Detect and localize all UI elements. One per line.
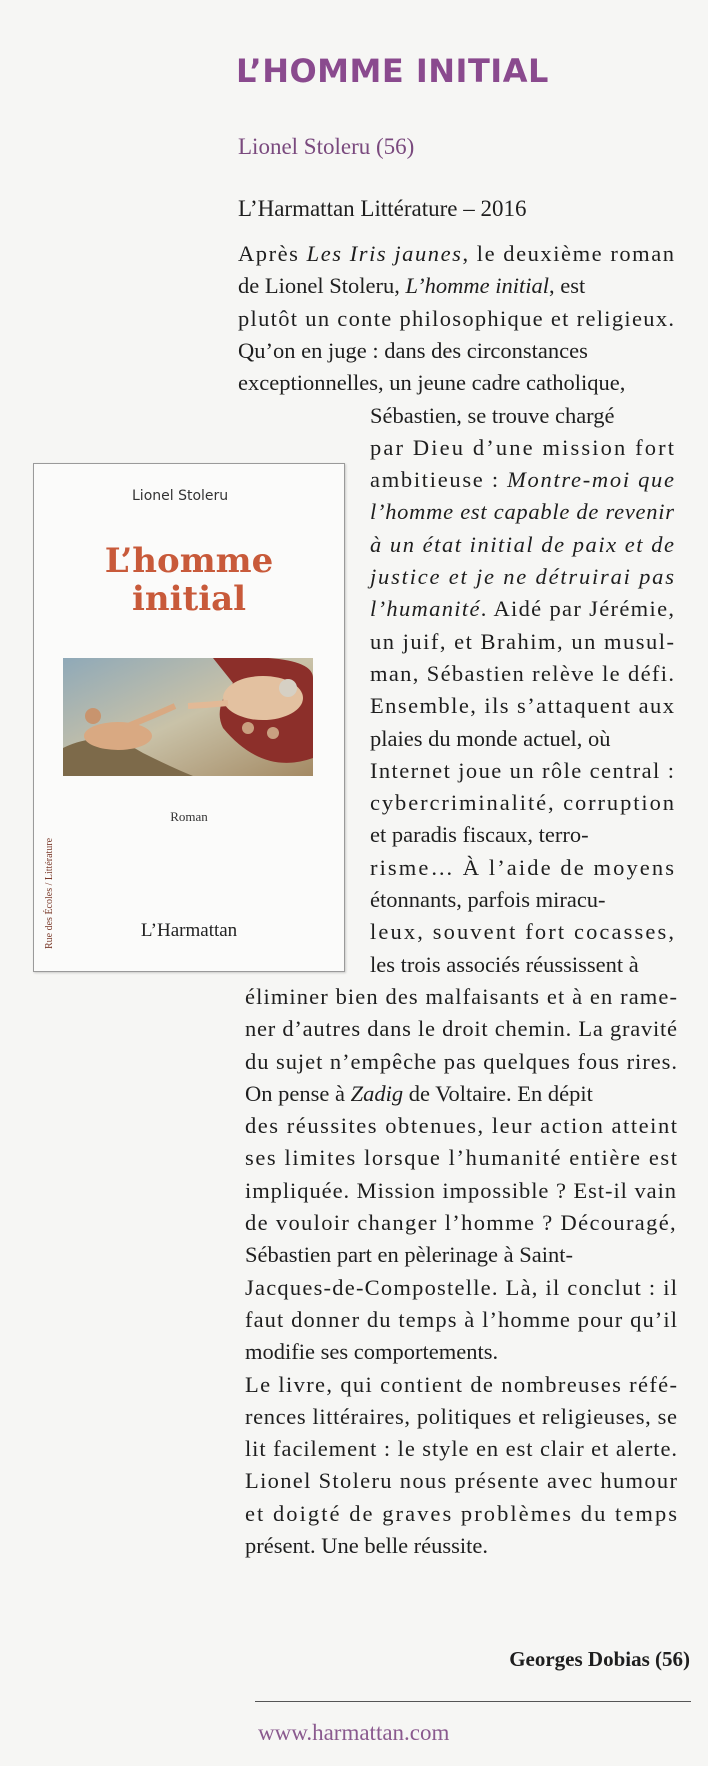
body-line: éliminer bien des malfaisants et à en rame- [245,983,679,1009]
body-line: Jacques-de-Compostelle. Là, il conclut : il [245,1274,679,1300]
cover-genre: Roman [170,809,208,824]
review-title: L’HOMME INITIAL [236,52,549,90]
body-line: l’humanité. Aidé par Jérémie, [370,596,676,622]
review-publisher: L’Harmattan Littérature – 2016 [238,196,527,221]
body-line: ner d’autres dans le droit chemin. La gravité [245,1016,678,1042]
body-line: des réussites obtenues, leur action atteint [245,1113,679,1139]
body-line: Ensemble, ils s’attaquent aux [370,693,676,719]
body-line: de vouloir changer l’homme ? Découragé, [245,1210,677,1235]
body-line: impliquée. Mission impossible ? Est-il vain [245,1177,677,1203]
body-line: un juif, et Brahim, un musul- [370,628,676,654]
body-line: Lionel Stoleru nous présente avec humour [245,1468,679,1494]
body-line: et doigté de graves problèmes du temps [245,1500,680,1526]
body-line: plaies du monde actuel, où [370,725,611,751]
body-line: lit facilement : le style en est clair et alerte. [245,1436,678,1462]
body-line: Sébastien, se trouve chargé [370,402,615,428]
cover-title-line2: initial [131,579,247,619]
body-line: Internet joue un rôle central : [370,757,676,783]
body-line: Après Les Iris jaunes, le deuxième roman [238,241,676,266]
body-line: et paradis fiscaux, terro- [370,822,589,848]
body-line: du sujet n’empêche pas quelques fous rires. [245,1048,678,1074]
review-author: Lionel Stoleru (56) [238,134,415,159]
cover-title [34,542,344,618]
body-line: l’homme est capable de revenir [370,499,675,525]
body-line: étonnants, parfois miracu- [370,887,606,912]
publisher-logo: L’Harmattan [140,920,238,941]
body-line: faut donner du temps à l’homme pour qu’il [245,1306,679,1332]
cover-series-label: Rue des Écoles / Littérature [44,837,55,949]
body-line: Qu’on en juge : dans des circonstances [238,337,588,363]
body-line: les trois associés réussissent à [370,951,639,977]
body-line: leux, souvent fort cocasses, [370,919,677,945]
cover-author: Lionel Stoleru [132,488,229,504]
body-line: modifie ses comportements. [245,1339,499,1365]
book-cover [33,463,345,972]
body-line: Sébastien part en pèlerinage à Saint- [245,1242,573,1268]
body-line: exceptionnelles, un jeune cadre catholique, [238,370,626,396]
body-line: man, Sébastien relève le défi. [370,660,676,686]
body-line: à un état initial de paix et de [370,531,676,557]
body-line: ambitieuse : Montre-moi que [370,467,676,493]
body-line: présent. Une belle réussite. [245,1533,489,1558]
cover-painting-image [63,658,313,776]
body-line: de Lionel Stoleru, L’homme initial, est [238,273,586,299]
review-signature: Georges Dobias (56) [509,1647,690,1671]
cover-title-line1: L’homme [104,541,274,581]
body-line: cybercriminalité, corruption [370,790,676,816]
website-link[interactable]: www.harmattan.com [258,1720,450,1745]
body-line: Le livre, qui contient de nombreuses réfé- [245,1371,679,1397]
body-line: plutôt un conte philosophique et religieux. [238,305,676,331]
body-line: par Dieu d’une mission fort [370,434,677,460]
divider [255,1701,691,1702]
body-line: risme… À l’aide de moyens [370,854,677,880]
body-line: rences littéraires, politiques et religieuses, se [245,1403,678,1429]
body-line: ses limites lorsque l’humanité entière est [245,1145,679,1171]
body-line: On pense à Zadig de Voltaire. En dépit [245,1080,593,1106]
body-line: justice et je ne détruirai pas [370,564,676,589]
